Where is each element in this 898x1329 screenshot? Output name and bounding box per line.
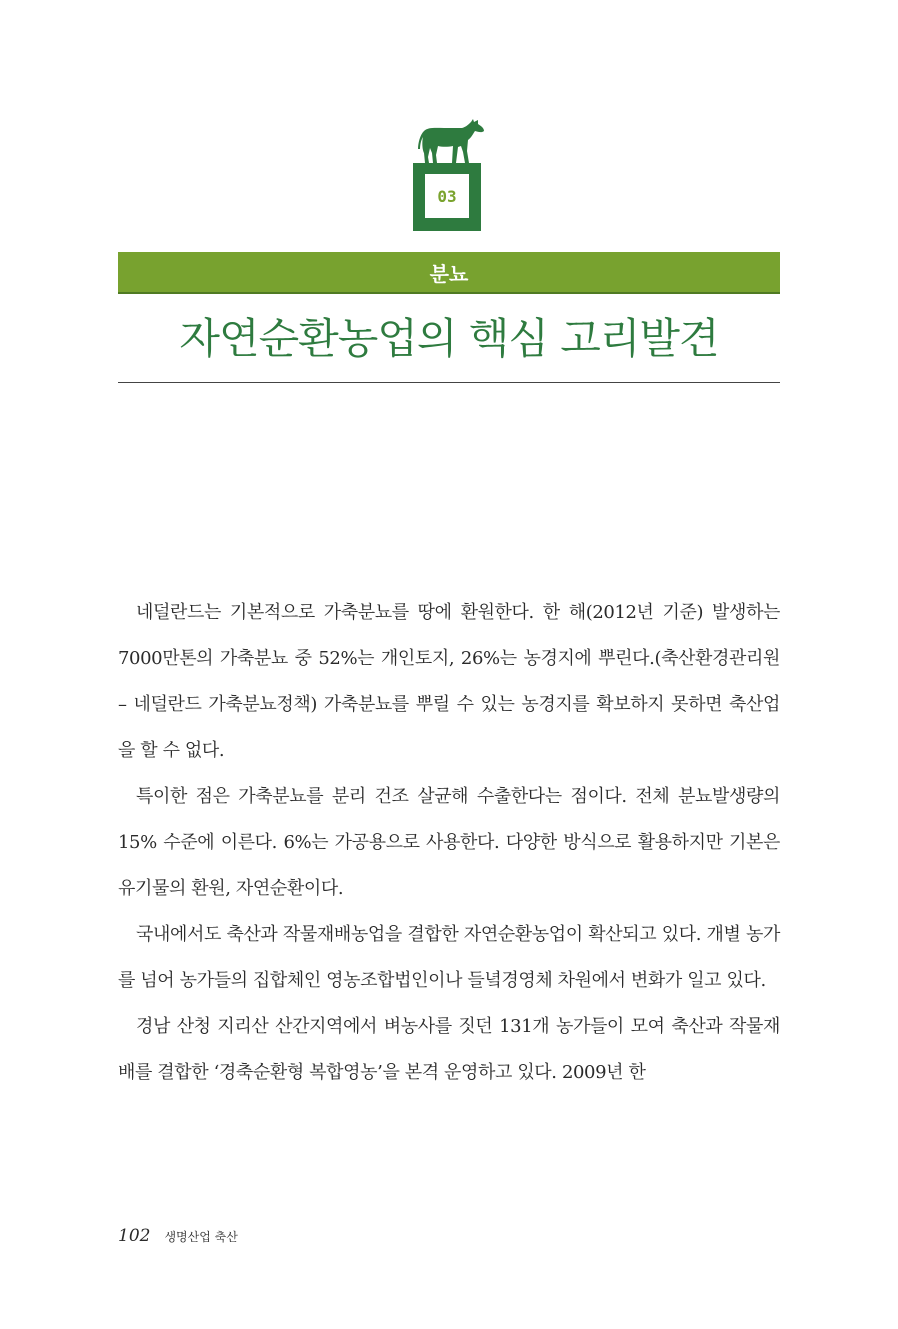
paragraph: 국내에서도 축산과 작물재배농업을 결합한 자연순환농업이 확산되고 있다. 개별 농가를 넘어 농가들의 집합체인 영농조합법인이나 들녘경영체 차원에서 변화가 일고 있다. — [118, 924, 780, 991]
category-label: 분뇨 — [429, 261, 469, 286]
page-title: 자연순환농업의 핵심 고리발견 — [179, 314, 719, 363]
body-text — [118, 590, 780, 1096]
title-divider — [118, 382, 780, 383]
page-footer — [118, 1226, 238, 1250]
paragraph: 경남 산청 지리산 산간지역에서 벼농사를 짓던 131개 농가들이 모여 축산과 작물재배를 결합한 ‘경축순환형 복합영농’을 본격 운영하고 있다. 2009년 한 — [118, 1016, 780, 1083]
paragraph: 네덜란드는 기본적으로 가축분뇨를 땅에 환원한다. 한 해(2012년 기준) 발생하는 7000만톤의 가축분뇨 중 52%는 개인토지, 26%는 농경지에 뿌린다.(축산환경관리원 – 네덜란드 가축분뇨정책) 가축분뇨를 뿌릴 수 있는 농경지를 확보하지 못하면 축산업을 할 수 없다. — [118, 602, 780, 761]
chapter-number-box — [413, 163, 481, 231]
cow-icon — [418, 117, 486, 167]
paragraph: 특이한 점은 가축분뇨를 분리 건조 살균해 수출한다는 점이다. 전체 분뇨발생량의 15% 수준에 이른다. 6%는 가공용으로 사용한다. 다양한 방식으로 활용하지만 기본은 유기물의 환원, 자연순환이다. — [118, 786, 780, 899]
page-number: 102 — [118, 1226, 151, 1246]
chapter-number: 03 — [425, 174, 469, 218]
book-title: 생명산업 축산 — [164, 1230, 238, 1244]
category-bar — [118, 252, 780, 294]
